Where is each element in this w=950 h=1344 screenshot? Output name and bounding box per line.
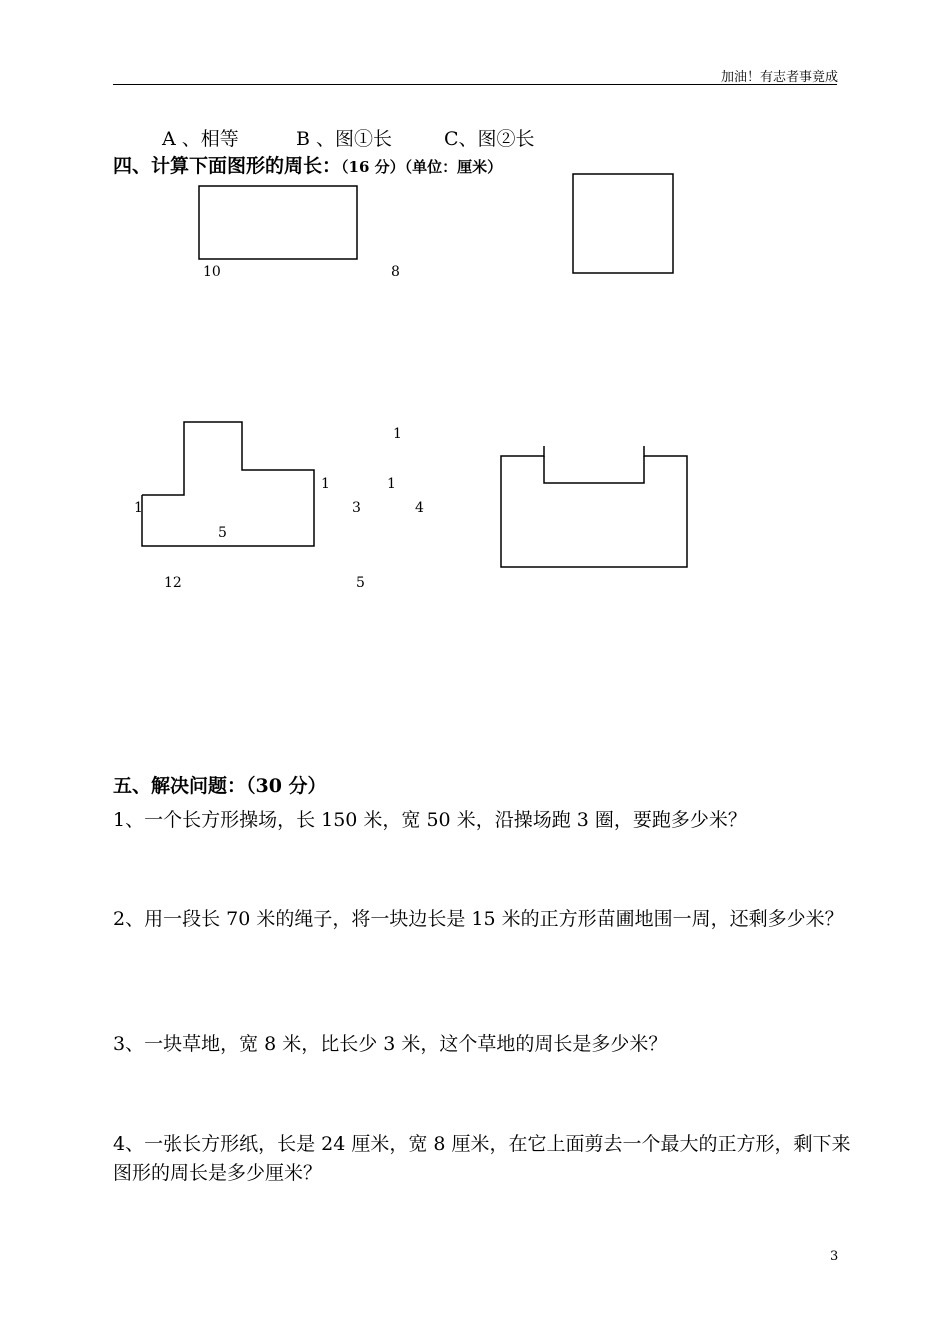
square-figure <box>573 174 673 273</box>
question-3: 3、一块草地，宽 8 米，比长少 3 米，这个草地的周长是多少米？ <box>113 1033 668 1055</box>
section4-points: （16 分）（单位：厘米） <box>341 158 503 176</box>
label-l-left-1: 1 <box>134 500 143 516</box>
label-10: 10 <box>203 264 221 280</box>
section5-title: 五、解决问题：（30 分） <box>113 775 327 797</box>
label-4: 4 <box>415 500 424 516</box>
label-u-bottom-5: 5 <box>356 575 365 591</box>
question-1: 1、一个长方形操场，长 150 米，宽 50 米，沿操场跑 3 圈，要跑多少米？ <box>113 809 747 831</box>
label-l-right-1: 1 <box>321 476 330 492</box>
page-number: 3 <box>830 1249 839 1264</box>
question-2: 2、用一段长 70 米的绳子，将一块边长是 15 米的正方形苗圃地围一周，还剩多少米？ <box>113 908 844 930</box>
label-12: 12 <box>164 575 182 591</box>
label-u-top-1: 1 <box>393 426 402 442</box>
option-c: C、图②长 <box>444 128 535 150</box>
rectangle-figure <box>199 186 357 259</box>
l-shape-figure <box>142 422 314 546</box>
option-b: B 、图①长 <box>296 128 393 150</box>
u-shape-outer <box>501 446 687 567</box>
option-a: A 、相等 <box>162 128 239 150</box>
u-shape-notch <box>544 456 644 483</box>
header-motto: 加油！有志者事竟成 <box>720 70 838 85</box>
label-l-mid-5: 5 <box>218 525 227 541</box>
label-l-top-1: 1 <box>387 476 396 492</box>
section4-title: 四、计算下面图形的周长： <box>113 155 342 177</box>
label-3: 3 <box>352 500 361 516</box>
label-8: 8 <box>391 264 400 280</box>
question-4: 4、一张长方形纸，长是 24 厘米，宽 8 厘米，在它上面剪去一个最大的正方形，剩下来图形的周长是多少厘米？ <box>113 1133 851 1184</box>
